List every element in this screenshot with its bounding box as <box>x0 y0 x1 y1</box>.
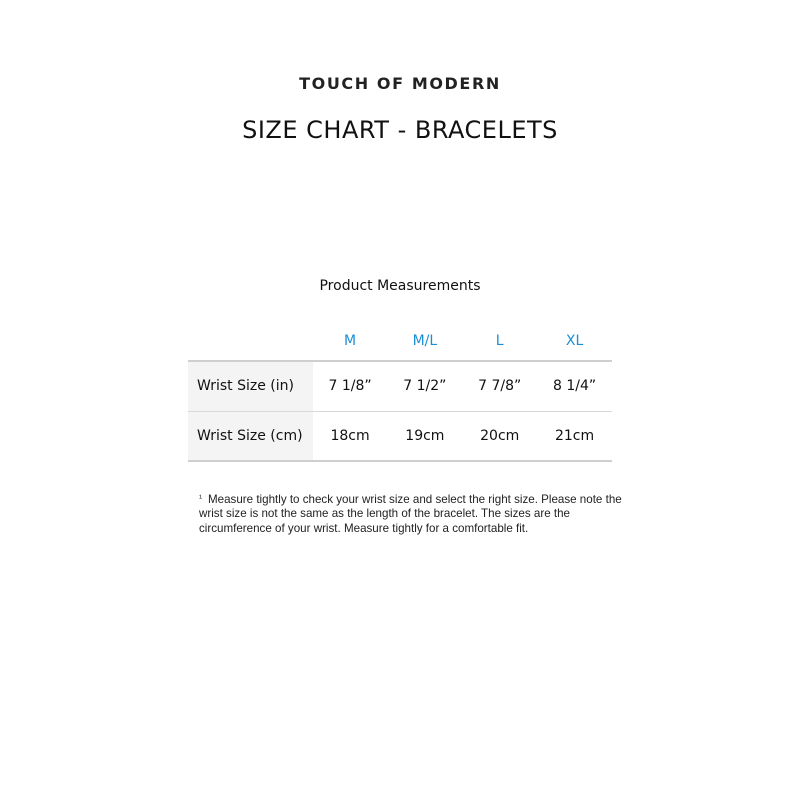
table-cell: 7 1/2” <box>403 378 447 395</box>
table-cell: 21cm <box>554 427 595 444</box>
table-cell: 20cm <box>480 427 520 444</box>
table-header-row <box>188 322 612 361</box>
table-row <box>188 411 612 461</box>
column-header: XL <box>565 333 584 349</box>
footnote-marker: ¹ <box>199 493 202 503</box>
row-label: Wrist Size (cm) <box>188 411 313 461</box>
header-corner-cell <box>188 322 313 361</box>
footnote <box>199 491 629 536</box>
page-title: SIZE CHART - BRACELETS <box>242 116 558 144</box>
column-header: M/L <box>412 333 438 349</box>
table-row <box>188 361 612 411</box>
row-label: Wrist Size (in) <box>188 361 313 411</box>
column-header: L <box>495 333 504 349</box>
table-cell: 7 7/8” <box>478 378 522 395</box>
size-chart-table <box>188 322 612 462</box>
table-cell: 19cm <box>405 427 445 444</box>
brand-logo-text: TOUCH OF MODERN <box>299 74 501 93</box>
table-cell: 18cm <box>330 427 370 444</box>
table-cell: 8 1/4” <box>552 378 597 395</box>
column-header: M <box>344 333 357 349</box>
footnote-text: Measure tightly to check your wrist size and select the right size. Please note the wrist size is not the same as the length of the bracelet. The sizes are the circumference of your wrist. Measure tightly for a comfortable fit. <box>199 493 622 535</box>
table-caption: Product Measurements <box>319 278 481 294</box>
table-cell: 7 1/8” <box>328 378 372 395</box>
